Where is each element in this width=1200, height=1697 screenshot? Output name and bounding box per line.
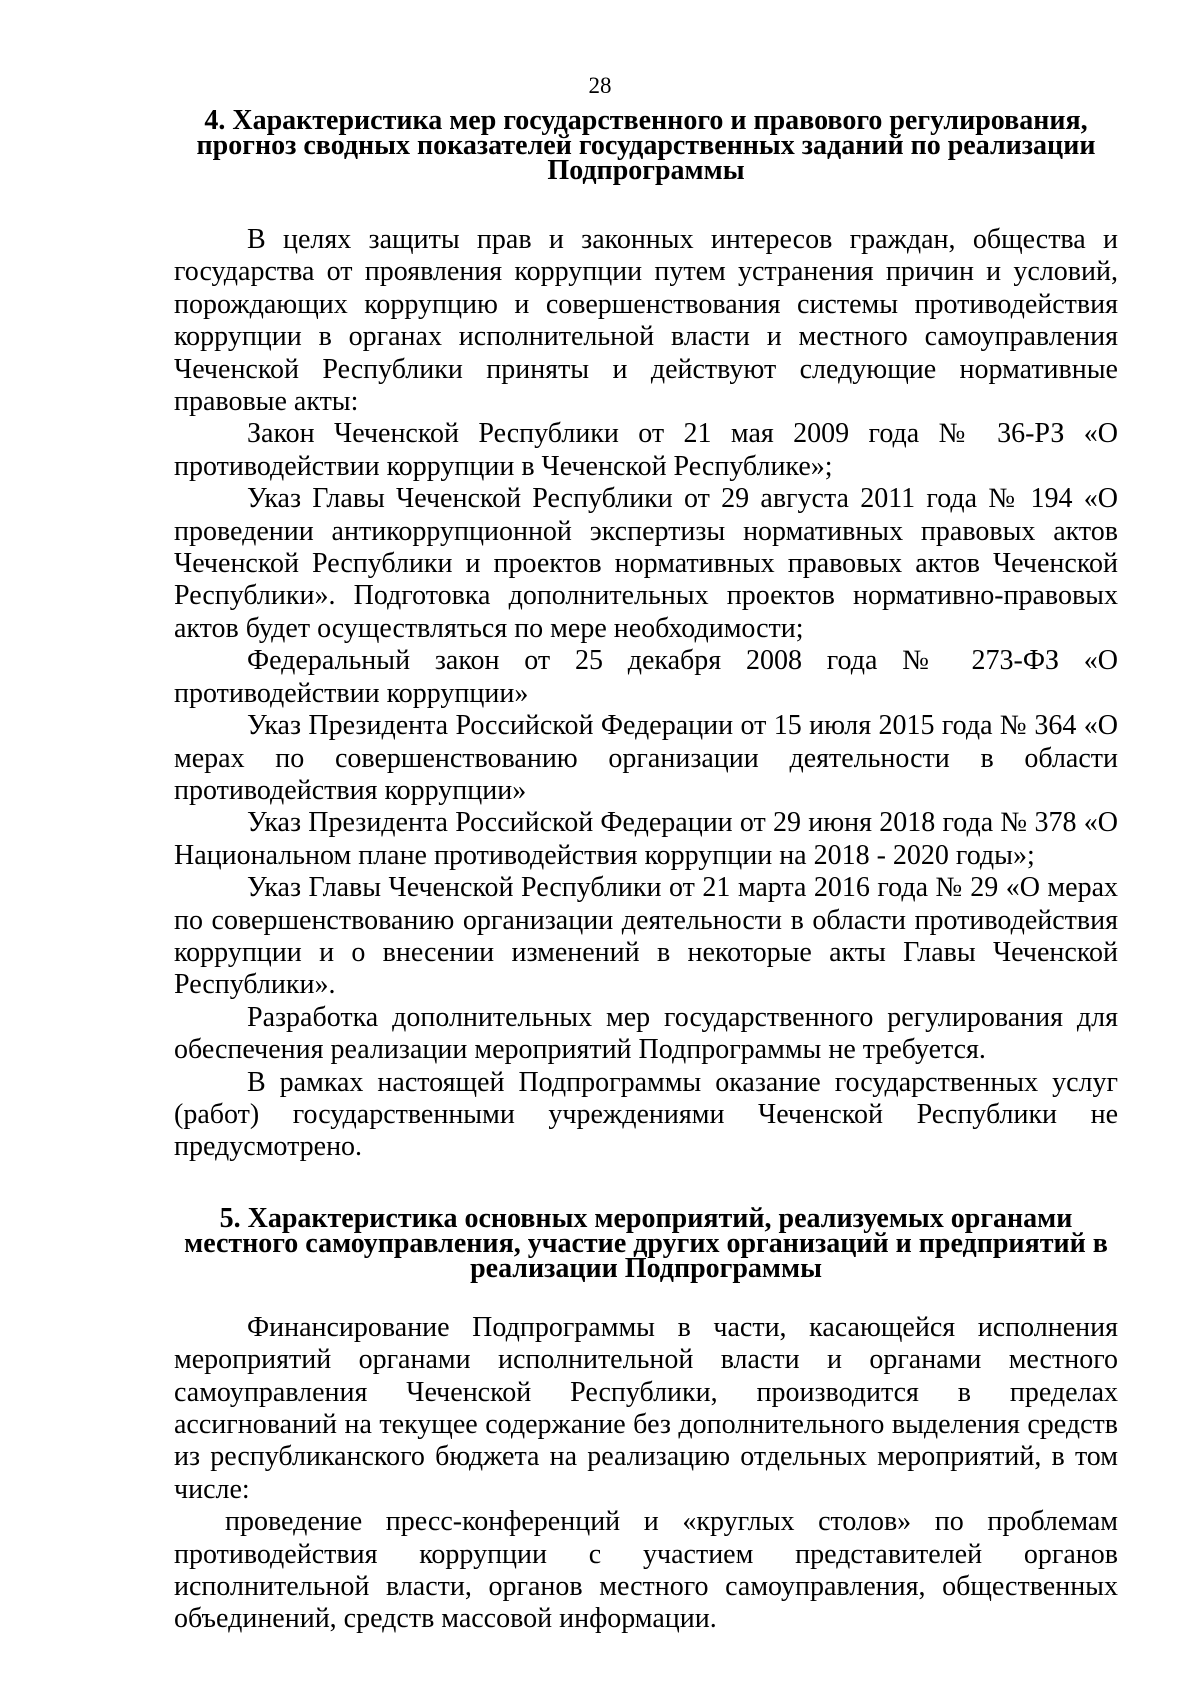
section-4-paragraph: Указ Главы Чеченской Республики от 21 марта 2016 года № 29 «О мерах по совершенствованию организации деятельности в области противодействия коррупции и о внесении изменений в некоторые акты Главы Чеченской Республики».	[174, 872, 1118, 1001]
section-4-paragraph: Указ Президента Российской Федерации от 29 июня 2018 года № 378 «О Национальном плане противодействия коррупции на 2018 - 2020 годы»;	[174, 807, 1118, 871]
section-4-paragraph: Указ Главы Чеченской Республики от 29 августа 2011 года № 194 «О проведении антикоррупционной экспертизы нормативных правовых актов Чеченской Республики и проектов нормативных правовых актов Чеченской Республики». Подготовка дополнительных проектов нормативно-правовых актов будет осуществляться по мере необходимости;	[174, 483, 1118, 644]
section-5-paragraph: Финансирование Подпрограммы в части, касающейся исполнения мероприятий органами исполнительной власти и органами местного самоуправления Чеченской Республики, производится в пределах ассигнований на текущее содержание без дополнительного выделения средств из республиканского бюджета на реализацию отдельных мероприятий, в том числе:	[174, 1311, 1118, 1505]
section-4-paragraph: Закон Чеченской Республики от 21 мая 2009 года № 36-РЗ «О противодействии коррупции в Чеченской Республике»;	[174, 418, 1118, 482]
section-4-title-line: прогноз сводных показателей государственных заданий по реализации	[196, 130, 1096, 161]
section-4-title-line: Подпрограммы	[547, 155, 745, 186]
section-5-paragraph: проведение пресс-конференций и «круглых столов» по проблемам противодействия коррупции с участием представителей органов исполнительной власти, органов местного самоуправления, общественных объединений, средств массовой информации.	[174, 1506, 1118, 1635]
section-5-title-line: 5. Характеристика основных мероприятий, реализуемых органами	[219, 1202, 1073, 1234]
section-5-title-line: местного самоуправления, участие других организаций и предприятий в	[184, 1227, 1108, 1259]
section-5-title-line: реализации Подпрограммы	[470, 1252, 822, 1284]
section-4-paragraph: Разработка дополнительных мер государственного регулирования для обеспечения реализации мероприятий Подпрограммы не требуется.	[174, 1001, 1118, 1066]
section-4-title-line: 4. Характеристика мер государственного и правового регулирования,	[204, 105, 1088, 136]
section-5-title	[174, 1202, 1118, 1284]
section-4-paragraph: Федеральный закон от 25 декабря 2008 года № 273-ФЗ «О противодействии коррупции»	[174, 645, 1118, 709]
section-4-title	[174, 105, 1118, 186]
section-4-paragraph: В целях защиты прав и законных интересов граждан, общества и государства от проявления коррупции путем устранения причин и условий, порождающих коррупцию и совершенствования системы противодействия коррупции в органах исполнительной власти и местного самоуправления Чеченской Республики приняты и действуют следующие нормативные правовые акты:	[174, 224, 1118, 418]
page-content	[174, 105, 1118, 1636]
section-4-paragraph: Указ Президента Российской Федерации от 15 июля 2015 года № 364 «О мерах по совершенствованию организации деятельности в области противодействия коррупции»	[174, 710, 1118, 806]
page-number: 28	[588, 73, 612, 98]
section-4-paragraph: В рамках настоящей Подпрограммы оказание государственных услуг (работ) государственными учреждениями Чеченской Республики не предусмотрено.	[174, 1066, 1118, 1163]
